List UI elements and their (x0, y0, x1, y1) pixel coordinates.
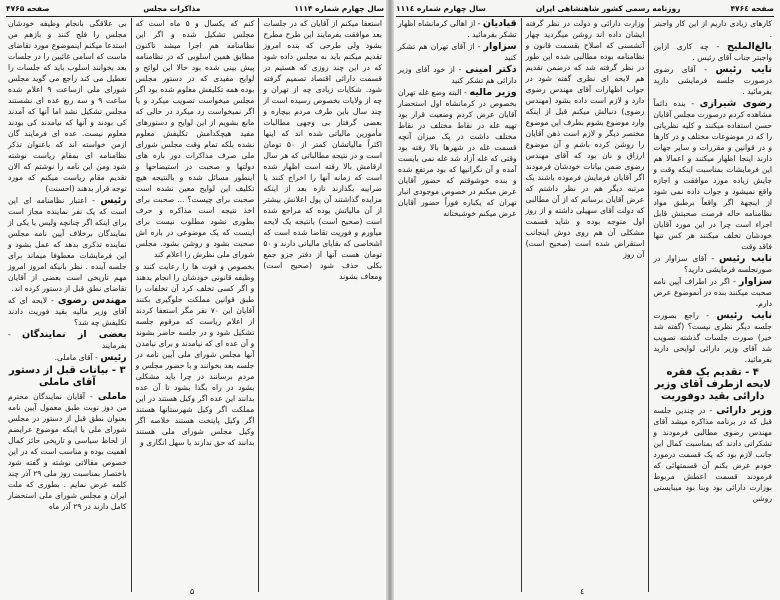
paragraph (398, 87, 517, 219)
section-heading: ۳ - بیانات قبل از دستور آقای ماملی (9, 365, 126, 388)
paragraph (398, 64, 517, 86)
speaker-name: دکتر امینی (465, 64, 517, 75)
page-number: صفحه ۴۷۶۵ (6, 3, 50, 13)
speaker-name: سزاوار (738, 276, 772, 287)
paragraph (398, 41, 517, 63)
text-column (258, 18, 386, 592)
paragraph (653, 276, 772, 309)
columns (394, 18, 776, 592)
page-header (396, 2, 774, 17)
speaker-name: مهندس رضوی (57, 295, 127, 306)
speaker-name: وزیر دارائی (716, 405, 772, 416)
paragraph (653, 64, 772, 97)
paragraph-text: استعفا میکنم از آقایان که در جلسات بعد موافقت بفرمایند این طرح مطرح بشود ولی طرحی که بنده امروز تقدیم میکنم باید به مجلس داده شود که در این چند روزی که هستیم در قسمت دارائی اقتصاد تصمیم گرفته شود. شکایات زیادی چه از تهران و چه از ولایات بخصوص رسیده است از چند سال باین طرف مردم بیچاره و بعضی گرفتار بی وجهی مطالبات مأمورین مالیاتی شده اند که اینها اکثراً مالیاتشان کمتر از ۵۰ تومان است و در نتیجه مطالباتی که هر سال ارقامش بالا رفته است اظهار شده است که زمانه آنها را اخراج کنند یا ضرایبه بگذارند تازه بعد از اینکه مزایده گذاشتند آن پول اعلانش بیشتر از آن مالیاتش بوده که مراجع شده است (صحیح است) بانتیجه یک لایحه میآورم و فوریت تقاضا شده است که اشخاصی که بقایای مالیاتی دارند و ۵۰ تومان هست آنها از دفتر جزو جمع بکلی حذف شود (صحیح است) ومعاف بشوند (263, 19, 382, 281)
speaker-name: رئیس (100, 352, 127, 363)
issue-number: سال چهارم شماره ۱۱۱٤ (396, 3, 486, 13)
text-column (521, 18, 649, 592)
paragraph-text: کنم که یکسال و ۵ ماه است که مجلس تشکیل شده و اگر این نظامنامه هم اجرا میشد تاکنون مطابق همین اسلوبی که در نظامنامه پیش بینی شده بود حالا این لوائح و لوایح مفیدی که در دستور مجلس بوده همه تکلیفش معلوم شده بود اگر مجلس میخواست تصویب میکرد و یا اگر نمیخواست رد میکرد در حالی که مانع بشویم از این لوایح و دستورهای مفید هیچکدامش تکلیفش معلوم نشده بلکه تمام وقت مجلس شورای ملی صرف مذاکرات دور باره های دولتها و صحبت در استیضاحها و اینطور مسائل شده و بالنتیجه هیچ تکلیف این لوایح معین نشده است صحبت برای چیست؟ ... صحبت برای اخذ نتیجه است مذاکره و حرف بطوری نشود مطلوب نیست برای اینست که یک موضوعی در باره اش صحبت بشود و روشن بشود. مجلس شورای ملی نظرش را اعلام کند (135, 19, 255, 259)
paragraph (136, 18, 255, 260)
folio: ٤ (580, 587, 585, 596)
paragraph-text: بی علاقگی بانجام وظیفه خودشان مجلس را فلج کنند و بازهم من استدعا میکنم اینموضوع مورد تقاضای ماست که اسامی غائبین را در جلسات بعد بخوانند اسلوب باید که جلسات را تعطیل می کند راجع می گوید مجلس شورای ملی ازساعت ۹ اعلام شده ساعت ۹ و سه ربع عده ای نشستند مجلس تشکیل نشد اما آنها که آمدند کی بودند و آنها که نیامدند کی بودند معلوم نیست. عده ای فرمایند گان ازمن خواسته اند که باعنوان تذکر نظامنامه ای بمقام ریاست نوشته شود ومن این نامه را نوشتم که الان تقدیم مقام ریاست میکنم که مورد توجه قرار بدهند (احسنت) (7, 19, 127, 193)
speaker-name: بعضی از نمایندگان (22, 329, 127, 340)
paragraph (653, 310, 772, 365)
columns (4, 18, 386, 592)
section-title: روزنامه رسمی کشور شاهنشاهی ایران (535, 3, 681, 13)
paragraph-text: - چه کاری ازاین واجبتر جناب آقای رئیس . (653, 42, 772, 62)
speaker-name: نایب رئیس (716, 310, 772, 321)
paragraph-text: - راجع بصورت جلسه دیگر نظری نیست؟ (گفته شد خیر) صورت جلسات گذشته تصویب شد آقای وزیر دارائی لوایحی دارید بفرمائید. (653, 311, 772, 364)
paragraph (8, 391, 127, 512)
speaker-name: وزیر مالیه (469, 87, 517, 98)
paragraph-text: کارهای زیادی داریم از این کار واجبتر . (653, 19, 772, 39)
paragraph-text: - بنده دائماً مشاهده کردم درصورت مجلس آقایان حسن استفاده میکنند و کلیه نظریاتی را که در موضوعات مختلف و در کارها و در قوانین و مقررات و سایر جهات دارند اینجا اظهار میکنند و اعمالا هم این فرمایشات بمناسبت اینکه وقت و جایش زیاده مورد موافقت و اجازه واقع نمیشود و جواب داده نمی شود از اینجهة اگر واقعاً برطبق مواد نظامنامه حاله فرصت صحبتش قابل اجراء است چرا در این مورد آقایان خودشان تخلف میکنند هر کس تنها فاقد وقت (653, 99, 772, 251)
paragraph-text: - در چندین جلسه قبل که در برنامه مذاکره میشد آقای مهندس رضوی مطالبی فرمودند و تشکراتی دادند که بمناسبت کمال این جانب لازم بود که یک قسمت درمورد خودم عرض بکنم آن قسمتهائی که فرمودند قسمت اعطش مربوط بوزارت دارائی بود وبنا بود میبایستی روشن (653, 406, 772, 503)
paragraph-text: - آقای ماملی. (54, 353, 98, 362)
issue-number: سال چهارم شماره ۱۱۱۴ (294, 3, 384, 13)
speaker-name: نایب رئیس (719, 253, 772, 264)
paragraph-text: - آقای رضوی درصورت جلسه فرمایشی دارید بفرمائید . (653, 65, 772, 96)
paragraph (8, 295, 127, 328)
text-column (131, 18, 259, 592)
paragraph (8, 352, 127, 363)
paragraph (398, 18, 517, 40)
paragraph (653, 253, 772, 275)
paragraph-text: - البته وضع غله تهران بخصوص در کرمانشاه اول استحضار آقایان عرض کردم وضعیت قرار بود تهیه غله در نقاط مختلف در نقاط مختلف داشت در یک میزان آنچه قسمت غله در شهرها بالا رفته بود وقتی که غله آزاد شد غله نمی بایست آمده و آن نگرانیها که بود مرتفع شده و بنده خوشوقتم که حضور آقایان عرض میکنم در خصوص موجودی انبار تهران که یکباره فوراً حضور آقایان عرض میکنم خوشبختانه (397, 88, 517, 218)
section-title: مذاکرات مجلس (143, 3, 201, 13)
page-header (6, 2, 384, 17)
paragraph (136, 261, 255, 448)
paragraph (8, 18, 127, 194)
paragraph-text: - اگر در اطراف آیین نامه صحبت میکنند بنده در آنموضوع عرض دارم. (653, 277, 772, 308)
paragraph-text: - اعتبار نظامنامه ای این است که یک نفر نماینده مجاز است برای اینکه اگر چنانچه ولیس یا یکی از نمایندگان برخلاف آیین نامه مجلس نماینده تذکری بدهد که عمل بشود و این فرمایشات معطوفا میماند برای جلسه آینده . نظر بانیکه امروز امروز مهم تاریخی است بعضی از آقایان تقاضای نطق قبل از دستور کرده اند. (7, 196, 127, 293)
speaker-name: بالغ‌الملیح (727, 41, 772, 52)
speaker-name: سزاوار (483, 41, 517, 52)
paragraph (263, 18, 382, 282)
paragraph-text: - بفرمایند (7, 330, 127, 350)
speaker-name: نایب رئیس (715, 64, 772, 75)
paragraph-text: - آقایان نمایندگان محترم من دوز نوبت طبق معمول آیین نامه بعنوان نطق قبل از دستور در مجلس شورای ملی با اینکه موضوع عرایضم از لحاظ سیاسی و تاریخی حائز کمال اهمیت بوده و مناسب است که در این خصوص مقالاتی نوشته و گفته شود باختصار بمناسبت روز ملی ۲۹ آذر چند کلمه عرض نمایم . بطوری که ملت ایران و مجلس شورای ملی استحضار کامل دارند در ۲۹ آذر ماه (7, 392, 127, 511)
paragraph (8, 329, 127, 351)
paragraph-text: وزارت دارائی و دولت در نظر گرفته ایشان داده اند روشن میگردید چهار آتشسنی که اصلاح بقسمت قانون و نظامنامه بوده مطالبی شده این طور در نظر گرفته شد که درضمن تقدیم هم لایحه ای نظری گفته شود در جواب اظهارات آقای مهندس رضوی دارد و لازم است داده بشود (مهندس رضوی) دنبالش میکنم قبل از اینکه وارد موضوع بشوم بطرف این موضوع مختصر دیگر و لازم است ذهن آقایان را روشن کرده باشم و آن موضوع ارزاق و نان بود که آقای مهندس رضوی ضمن بیانات خودشان فرمودند اگر آقایان فرمایش فرموده باشند یک مرتبه دیگر هم در نظر داشتم که عرض آقایان برسانم که از آن مطالبی که دولت آقای سهیلی داشته و از روز اول متوجه بوده و شاید قسمت مشکلی آن هم روی دوش اینجانب استقراض شده است (صحیح است) آن روز (525, 19, 645, 259)
paragraph-text: - لایحه ای که آقای وزیر مالیه بقید فوریت دادند تکلیفش چه شد؟ (7, 296, 127, 327)
paragraph-text: - آقای سزاوار در صورتجلسه فرمایشی دارید؟ (653, 254, 772, 274)
paragraph (653, 405, 772, 504)
text-column (4, 18, 131, 592)
paragraph (653, 18, 772, 40)
paragraph-text: - از خود آقای وزیر دارائی هم تشکر کنید (397, 65, 517, 85)
section-heading: ۴ - تقدیم یک فقره لایحه ازطرف آقای وزیر دارائی بقید دوفوریت (654, 367, 771, 402)
paragraph (526, 18, 645, 260)
folio: ۵ (190, 587, 195, 596)
speaker-name: رئیس (100, 195, 127, 206)
text-column (394, 18, 521, 592)
page-number: صفحه ۴۷۶٤ (730, 3, 774, 13)
paragraph (653, 98, 772, 252)
paragraph (653, 41, 772, 63)
right-page (390, 0, 780, 600)
page-gutter (386, 0, 394, 600)
speaker-name: رضوی شیرازی (699, 98, 772, 109)
paragraph (8, 195, 127, 294)
paragraph-text: - از آقای تهران هم تشکر کنید (397, 42, 517, 62)
speaker-name: قیادیان (482, 18, 517, 29)
speaker-name: ماملی (97, 391, 127, 402)
paragraph-text: بخصوص و قوت ها را رعایت کنند و وظیفه قانونی خودشان را انجام بدهند و اگر کسی تخلف کرد آن تخلفات را طبق قوانین مملکت جلوگیری بکنند آقایان این ۷۰ نفر مگر استعفا کردند از اعلام ریاست که مرقوم جلسه تشکیل شود و در جلسه حاضر بشوند و آن عده ای که نیامدند و برای نیامدن آنها مجلس شورای ملی آیین نامه در جلسه بعد بخوانند و با حضور مجلس و مردم برسانند در چرا باید مشکلی بشود در راه بگذا بشود تا آن عده بدانند این عده اگر وکیل هستند در این مملکت اگر وکیل شهرستانها هستند اگر وکیل پایتخت هستند خلاصه اگر وکیل مجلس شورای ملی هستند بدانند که حق ندارند با سهل انگاری و (135, 262, 255, 447)
paragraph-text: - از اهالی کرمانشاه اظهار تشکر بفرمائید . (397, 19, 517, 39)
text-column (648, 18, 776, 592)
